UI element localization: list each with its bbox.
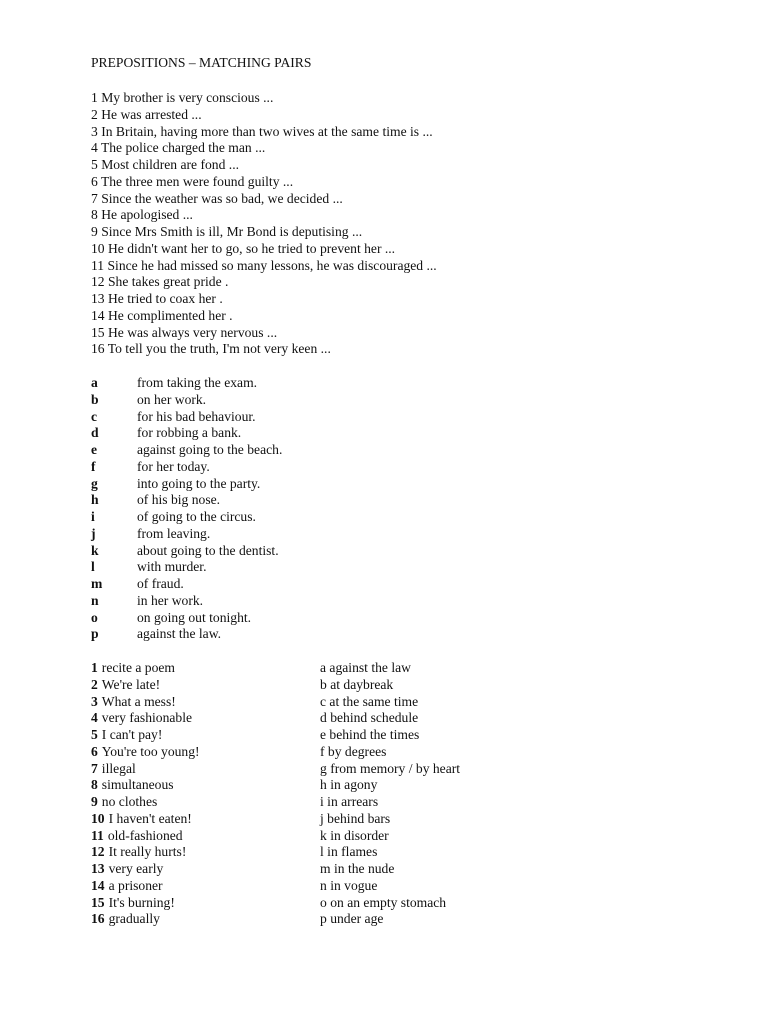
pair-left: very fashionable [101, 710, 193, 726]
pair-number: 8 [91, 777, 98, 793]
pair-right: e behind the times [320, 727, 420, 742]
pair-row [91, 761, 731, 778]
ending-letter: p [91, 626, 99, 642]
pair-right: g from memory / by heart [320, 760, 461, 776]
sentence-item: 8 He apologised ... [91, 207, 193, 223]
ending-text: of his big nose. [137, 492, 221, 508]
sentence-item: 12 She takes great pride . [91, 274, 229, 290]
ending-letter: g [91, 475, 98, 491]
pair-number: 10 [91, 810, 105, 826]
pair-row [91, 744, 731, 761]
ending-letter: e [91, 442, 98, 457]
sentence-item: 10 He didn't want her to go, so he tried to prevent her ... [91, 240, 396, 256]
spacer [91, 358, 731, 375]
ending-text: with murder. [137, 559, 207, 575]
pair-right: f by degrees [320, 743, 387, 759]
sentence-item: 5 Most children are fond ... [91, 157, 239, 172]
ending-text: against the law. [137, 626, 222, 642]
pair-row [91, 861, 731, 878]
worksheet [91, 54, 731, 928]
ending-letter: n [91, 592, 99, 608]
ending-text: about going to the dentist. [137, 542, 279, 558]
pair-left: gradually [108, 911, 160, 927]
ending-item [91, 459, 731, 476]
pair-right: k in disorder [320, 827, 389, 843]
ending-item [91, 425, 731, 442]
pair-number: 13 [91, 861, 105, 876]
ending-letter: l [91, 559, 95, 575]
ending-letter: b [91, 391, 99, 407]
ending-text: into going to the party. [137, 475, 261, 491]
pair-right: a against the law [320, 660, 411, 675]
ending-item [91, 626, 731, 643]
pair-row [91, 660, 731, 677]
pair-left: I can't pay! [101, 727, 163, 742]
pair-row [91, 794, 731, 811]
pair-row [91, 777, 731, 794]
pair-left: old-fashioned [107, 827, 183, 843]
ending-item [91, 509, 731, 526]
sentence-item: 1 My brother is very conscious ... [91, 90, 274, 105]
ending-letter: o [91, 609, 98, 625]
pair-row [91, 694, 731, 711]
ending-item [91, 559, 731, 576]
ending-text: on going out tonight. [137, 609, 252, 625]
ending-letter: i [91, 509, 95, 524]
ending-text: from taking the exam. [137, 375, 258, 390]
ending-item [91, 610, 731, 627]
pair-number: 3 [91, 693, 98, 709]
ending-item [91, 476, 731, 493]
sentence-item: 13 He tried to coax her . [91, 291, 223, 306]
ending-letter: a [91, 375, 98, 390]
ending-text: in her work. [137, 592, 204, 608]
pair-row [91, 911, 731, 928]
ending-text: for robbing a bank. [137, 425, 242, 441]
pair-right: m in the nude [320, 861, 395, 876]
pair-number: 4 [91, 710, 98, 726]
pair-row [91, 844, 731, 861]
pair-left: very early [108, 861, 164, 876]
sentence-item: 3 In Britain, having more than two wives at the same time is ... [91, 123, 433, 139]
sentence-item: 16 To tell you the truth, I'm not very keen ... [91, 341, 331, 357]
ending-letter: k [91, 542, 99, 558]
pair-row [91, 727, 731, 744]
pair-right: n in vogue [320, 877, 378, 893]
sentence-item: 11 Since he had missed so many lessons, he was discouraged ... [91, 257, 437, 273]
pair-left: recite a poem [101, 660, 176, 675]
pair-number: 15 [91, 894, 105, 910]
ending-letter: f [91, 458, 96, 474]
sentence-item: 9 Since Mrs Smith is ill, Mr Bond is deputising ... [91, 224, 363, 239]
spacer [91, 643, 731, 660]
pair-left: no clothes [101, 794, 158, 809]
sentence-item: 7 Since the weather was so bad, we decided ... [91, 190, 343, 206]
pair-right: i in arrears [320, 794, 379, 809]
ending-text: for her today. [137, 458, 210, 474]
pair-right: d behind schedule [320, 710, 419, 726]
sentence-list [91, 90, 731, 358]
ending-item [91, 543, 731, 560]
ending-text: of going to the circus. [137, 509, 256, 524]
worksheet-title: PREPOSITIONS – MATCHING PAIRS [91, 55, 312, 70]
pair-number: 2 [91, 676, 98, 692]
pair-row [91, 878, 731, 895]
ending-item [91, 442, 731, 459]
pair-row [91, 895, 731, 912]
ending-list [91, 375, 731, 643]
ending-item [91, 392, 731, 409]
sentence-item: 6 The three men were found guilty ... [91, 173, 294, 189]
ending-text: of fraud. [137, 576, 184, 591]
pair-left: It's burning! [108, 894, 175, 910]
sentence-item: 2 He was arrested ... [91, 106, 202, 122]
pair-left: You're too young! [101, 743, 200, 759]
ending-letter: m [91, 576, 103, 591]
pair-number: 7 [91, 760, 98, 776]
pair-left: simultaneous [101, 777, 174, 793]
pair-right: c at the same time [320, 693, 419, 709]
pair-right: o on an empty stomach [320, 894, 447, 910]
pair-left: I haven't eaten! [108, 810, 192, 826]
pair-left: What a mess! [101, 693, 176, 709]
ending-letter: j [91, 525, 96, 541]
sentence-item: 14 He complimented her . [91, 307, 233, 323]
ending-letter: h [91, 492, 99, 508]
pair-number: 6 [91, 743, 98, 759]
sentence-item: 15 He was always very nervous ... [91, 324, 278, 340]
ending-item [91, 492, 731, 509]
pair-left: a prisoner [108, 877, 163, 893]
ending-text: from leaving. [137, 525, 211, 541]
pair-number: 16 [91, 911, 105, 927]
ending-text: for his bad behaviour. [137, 408, 256, 424]
pair-row [91, 710, 731, 727]
pair-left: illegal [101, 760, 136, 776]
sentence-item: 4 The police charged the man ... [91, 140, 266, 156]
pair-right: l in flames [320, 844, 378, 860]
pair-number: 14 [91, 877, 105, 893]
pair-row [91, 677, 731, 694]
pair-right: b at daybreak [320, 676, 394, 692]
pair-left: It really hurts! [108, 844, 187, 860]
ending-text: against going to the beach. [137, 442, 283, 457]
pair-row [91, 811, 731, 828]
ending-text: on her work. [137, 391, 207, 407]
ending-item [91, 375, 731, 392]
pairs-list [91, 660, 731, 928]
ending-item [91, 409, 731, 426]
ending-item [91, 593, 731, 610]
ending-letter: d [91, 425, 99, 441]
pair-number: 1 [91, 660, 98, 675]
ending-item [91, 526, 731, 543]
pair-number: 11 [91, 827, 104, 843]
pair-number: 12 [91, 844, 105, 860]
pair-left: We're late! [101, 676, 161, 692]
ending-item [91, 576, 731, 593]
pair-number: 9 [91, 794, 98, 809]
pair-right: j behind bars [320, 810, 391, 826]
ending-letter: c [91, 408, 98, 424]
pair-number: 5 [91, 727, 98, 742]
pair-right: h in agony [320, 777, 378, 793]
pair-right: p under age [320, 911, 384, 927]
pair-row [91, 828, 731, 845]
